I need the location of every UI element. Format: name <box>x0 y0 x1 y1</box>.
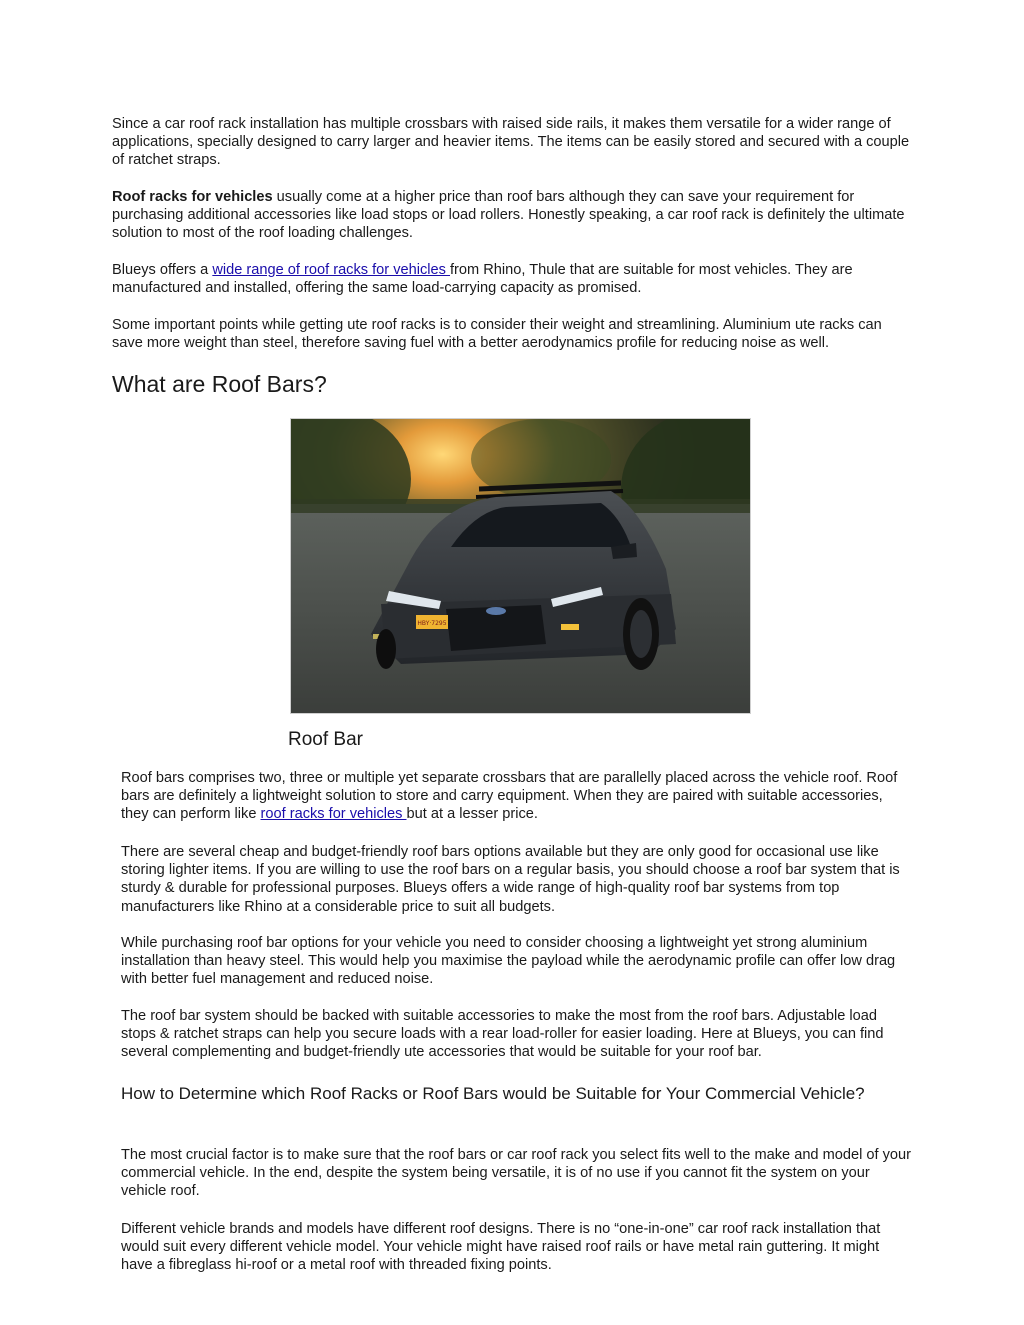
heading-what-are-roof-bars: What are Roof Bars? <box>112 371 327 397</box>
paragraph-text: usually come at a higher price than roof bars although they can save your requirement for purchasing additional accessories like load stops or load rollers. Honestly speaking, a car roof rack is definitely the ultimate solution to most of the roof loading challenges. <box>112 189 905 242</box>
heading-how-to-determine: How to Determine which Roof Racks or Roof Bars would be Suitable for Your Commercial Vehicle? <box>121 1084 865 1103</box>
paragraph-text: Blueys offers a <box>112 262 213 278</box>
image-caption: Roof Bar <box>288 729 363 750</box>
link-roof-racks-for-vehicles[interactable]: roof racks for vehicles <box>260 806 407 823</box>
car-photo <box>290 418 751 714</box>
paragraph-roof-rack-intro: Since a car roof rack installation has multiple crossbars with raised side rails, it makes them versatile for a wider range of applications, specially designed to carry larger and heavier items. The items can be easily stored and secured with a couple of ratchet straps. <box>112 116 910 169</box>
link-wide-range-roof-racks[interactable]: wide range of roof racks for vehicles <box>212 262 450 278</box>
paragraph-accessories: The roof bar system should be backed with suitable accessories to make the most from the roof bars. Adjustable load stops & ratchet straps can help you secure loads with a rear load-roller for easier loading. Here at Blueys, you can find several complementing and budget-friendly ute accessories that would be suitable for your roof bar. <box>121 1008 884 1061</box>
paragraph-crucial-factor: The most crucial factor is to make sure that the roof bars or car roof rack you select fits well to the make and model of your commercial vehicle. In the end, despite the system being versatile, it is of no use if you cannot fit the system on your vehicle roof. <box>121 1147 912 1200</box>
bold-roof-racks-for-vehicles: Roof racks for vehicles <box>112 189 273 205</box>
car-photo-illustration <box>291 419 750 713</box>
license-plate: HBY·7295 <box>417 620 447 627</box>
paragraph-lightweight-aluminium: While purchasing roof bar options for your vehicle you need to consider choosing a lightweight yet strong aluminium installation than heavy steel. This would help you maximise the payload while the aerodynamic profile can offer low drag with better fuel management and reduced noise. <box>121 935 896 988</box>
paragraph-important-points: Some important points while getting ute roof racks is to consider their weight and streamlining. Aluminium ute racks can save more weight than steel, therefore saving fuel with a better aerodynamics profile for reducing noise as well. <box>112 317 882 352</box>
paragraph-roof-bars-definition <box>121 769 913 824</box>
paragraph-text: from Rhino, Thule that are suitable for most vehicles. They are manufactured and installed, offering the same load-carrying capacity as promised. <box>112 262 853 297</box>
paragraph-text: but at a lesser price. <box>406 806 538 823</box>
paragraph-vehicle-brands: Different vehicle brands and models have different roof designs. There is no “one-in-one” car roof rack installation that would suit every different vehicle model. Your vehicle might have raised roof rails or have metal rain guttering. It might have a fibreglass hi-roof or a metal roof with threaded fixing points. <box>121 1221 881 1274</box>
paragraph-roof-racks-price <box>112 188 912 243</box>
paragraph-text: Roof bars comprises two, three or multiple yet separate crossbars that are parallelly placed across the vehicle roof. Roof bars are definitely a lightweight solution to store and carry equipment. When they are paired with suitable accessories, they can perform like <box>121 770 898 823</box>
paragraph-blueys-offers <box>112 261 912 297</box>
paragraph-budget-options: There are several cheap and budget-friendly roof bars options available but they are only good for occasional use like storing lighter items. If you are willing to use the roof bars on a regular basis, you should choose a roof bar system that is sturdy & durable for professional purposes. Blueys offers a wide range of high-quality roof bar systems from top manufacturers like Rhino at a considerable price to suit all budgets. <box>121 844 900 915</box>
